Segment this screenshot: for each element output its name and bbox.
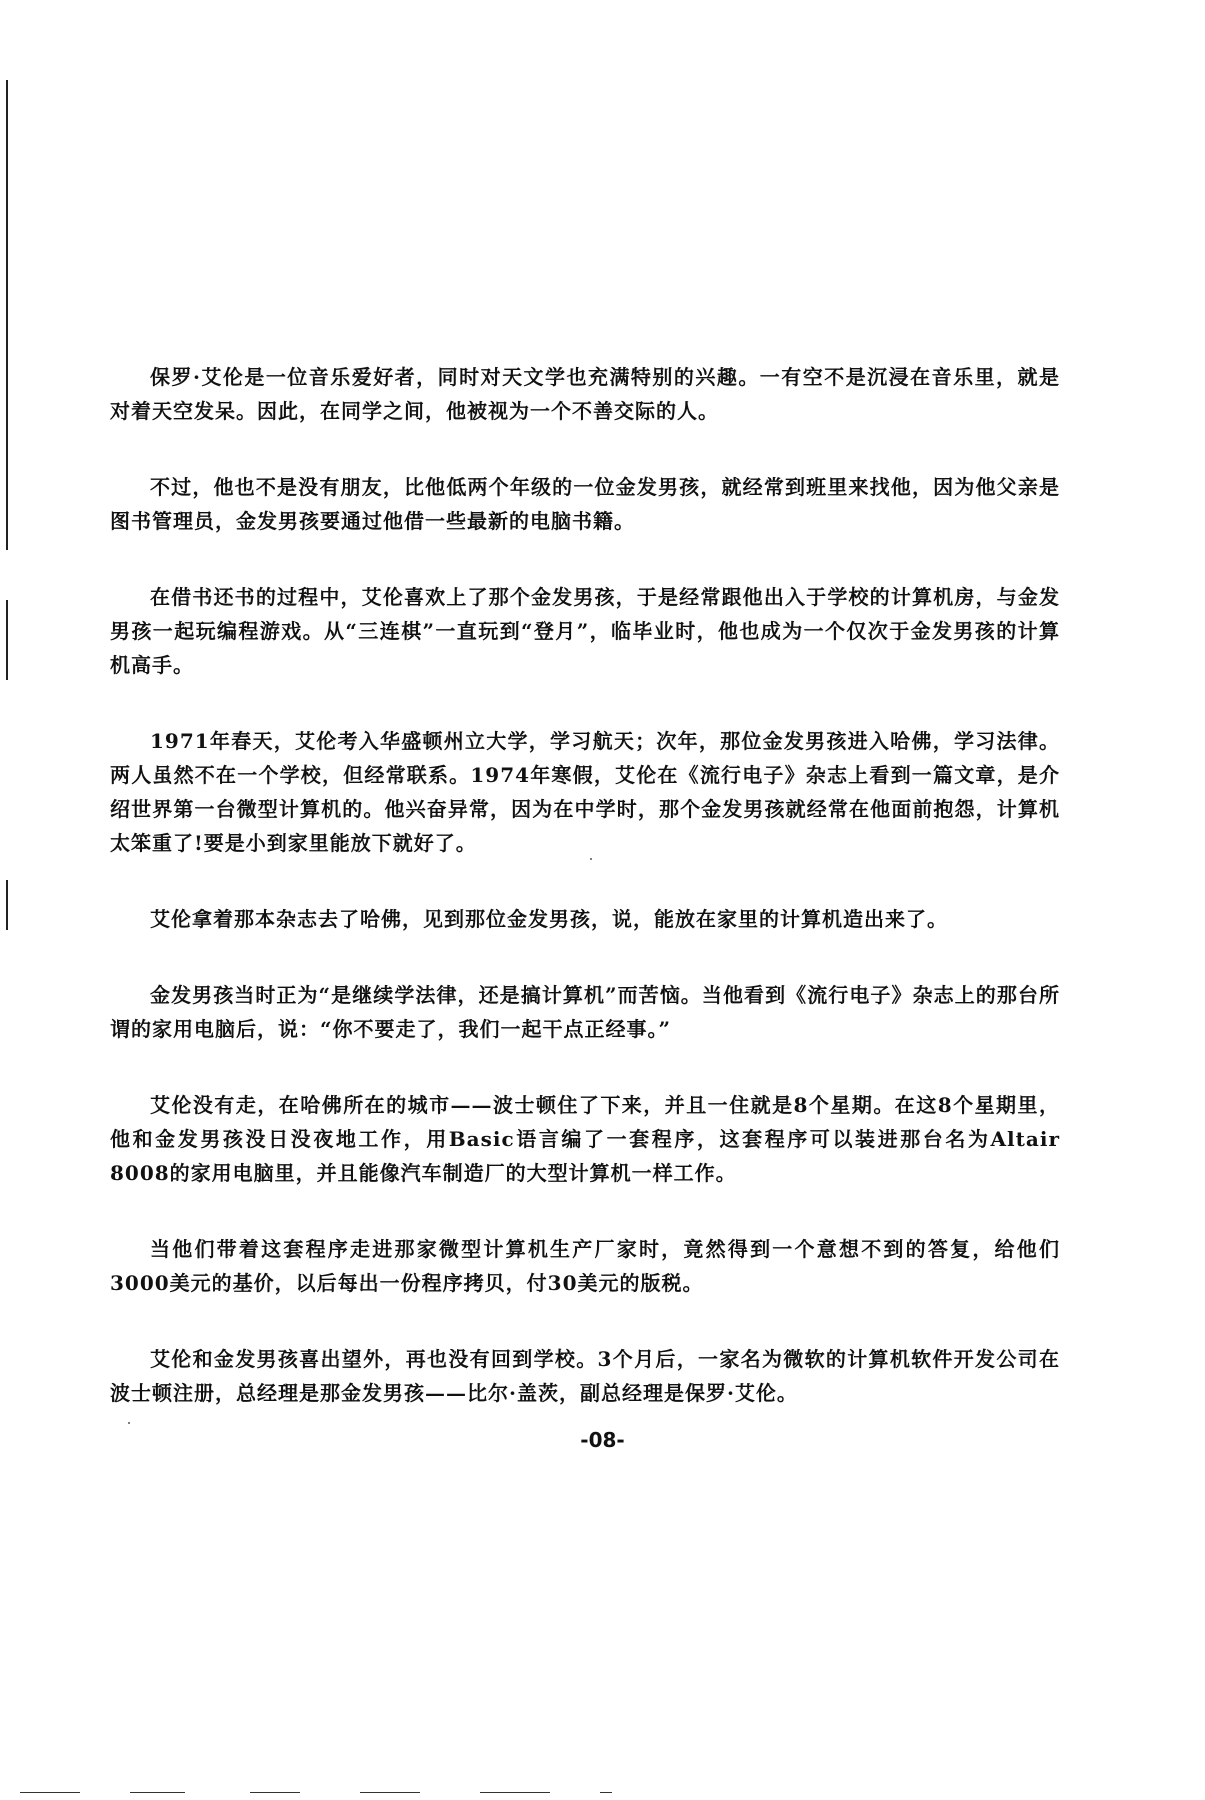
paragraph: 当他们带着这套程序走进那家微型计算机生产厂家时，竟然得到一个意想不到的答复，给他们3000美元的基价，以后每出一份程序拷贝，付30美元的版税。 (110, 1237, 1060, 1295)
binding-edge-mark (6, 600, 8, 680)
scan-artifact-line (600, 1792, 612, 1793)
paragraph: 金发男孩当时正为“是继续学法律，还是搞计算机”而苦恼。当他看到《流行电子》杂志上的那台所谓的家用电脑后，说：“你不要走了，我们一起干点正经事。” (110, 983, 1060, 1041)
scan-artifact-line (360, 1792, 420, 1793)
paragraph: 1971年春天，艾伦考入华盛顿州立大学，学习航天；次年，那位金发男孩进入哈佛，学习法律。两人虽然不在一个学校，但经常联系。1974年寒假，艾伦在《流行电子》杂志上看到一篇文章，是介绍世界第一台微型计算机的。他兴奋异常，因为在中学时，那个金发男孩就经常在他面前抱怨，计算机太笨重了!要是小到家里能放下就好了。 (110, 729, 1060, 855)
scan-artifact-line (20, 1792, 80, 1793)
binding-edge-mark (6, 80, 8, 550)
scan-artifact-line (130, 1792, 185, 1793)
text-body (110, 360, 1060, 1452)
scan-speck (128, 1422, 130, 1424)
paragraph: 保罗·艾伦是一位音乐爱好者，同时对天文学也充满特别的兴趣。一有空不是沉浸在音乐里，就是对着天空发呆。因此，在同学之间，他被视为一个不善交际的人。 (110, 365, 1060, 423)
scan-artifact-line (480, 1792, 550, 1793)
page-number: -08- (580, 1428, 625, 1452)
paragraph: 不过，他也不是没有朋友，比他低两个年级的一位金发男孩，就经常到班里来找他，因为他父亲是图书管理员，金发男孩要通过他借一些最新的电脑书籍。 (110, 475, 1060, 533)
binding-edge-mark (6, 880, 8, 930)
scan-speck (590, 858, 592, 860)
paragraph: 艾伦和金发男孩喜出望外，再也没有回到学校。3个月后，一家名为微软的计算机软件开发公司在波士顿注册，总经理是那金发男孩——比尔·盖茨，副总经理是保罗·艾伦。 (110, 1347, 1060, 1405)
paragraph: 在借书还书的过程中，艾伦喜欢上了那个金发男孩，于是经常跟他出入于学校的计算机房，与金发男孩一起玩编程游戏。从“三连棋”一直玩到“登月”，临毕业时，他也成为一个仅次于金发男孩的计算机高手。 (110, 585, 1060, 677)
paragraph: 艾伦没有走，在哈佛所在的城市——波士顿住了下来，并且一住就是8个星期。在这8个星期里，他和金发男孩没日没夜地工作，用Basic语言编了一套程序，这套程序可以装进那台名为Altair 8008的家用电脑里，并且能像汽车制造厂的大型计算机一样工作。 (110, 1093, 1060, 1185)
scan-artifact-line (250, 1792, 300, 1793)
paragraph: 艾伦拿着那本杂志去了哈佛，见到那位金发男孩，说，能放在家里的计算机造出来了。 (150, 907, 948, 931)
